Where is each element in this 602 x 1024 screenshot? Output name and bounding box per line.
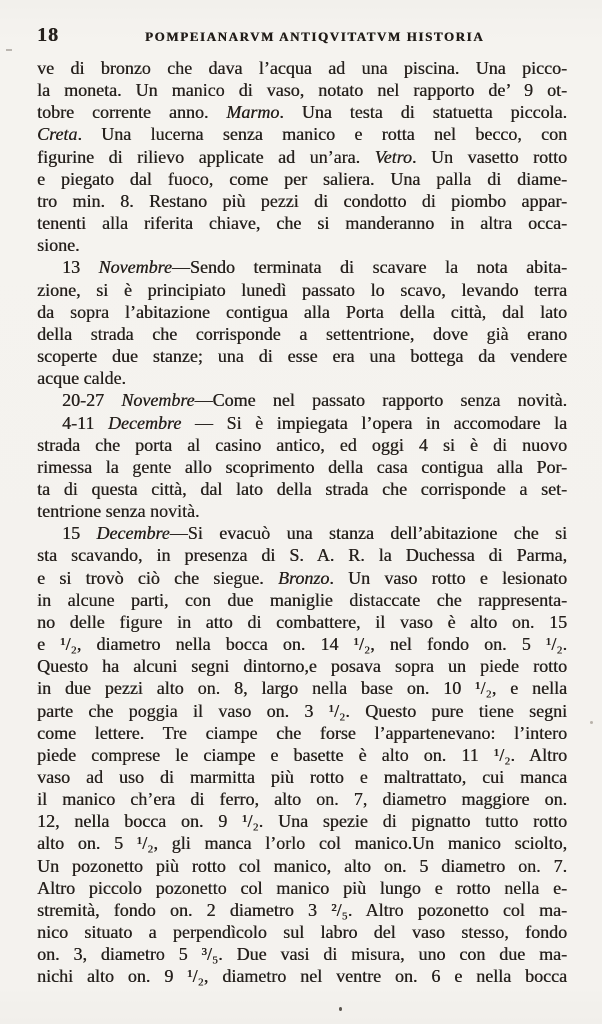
italic-text: Decembre (107, 412, 182, 433)
print-artifact-dash (6, 49, 12, 51)
italic-text: Creta (37, 124, 78, 145)
body-text: piede comprese le ciampe e basette è alto on. 11 ¹/₂. Altro (37, 744, 567, 765)
italic-text: Novembre (98, 257, 172, 278)
text-line (37, 434, 567, 456)
text-line (37, 212, 567, 234)
body-text: scoperte due stanze; una di esse era una bottega da vendere (37, 346, 567, 367)
italic-text: Bronzo (277, 567, 330, 588)
text-line (37, 965, 567, 987)
text-line (37, 700, 567, 722)
body-text: e piegato dal fuoco, come per saliera. Una palla di diame- (37, 168, 567, 189)
text-line (37, 256, 567, 278)
body-text: . Una testa di statuetta piccola. (279, 102, 567, 123)
text-line (37, 456, 567, 478)
text-line (37, 389, 567, 411)
text-line (37, 101, 567, 123)
text-line (37, 412, 567, 434)
paragraph (37, 256, 567, 389)
text-line (37, 655, 567, 677)
page-header (37, 24, 565, 50)
body-text: — Si è impiegata l’opera in accomodare la (181, 412, 567, 433)
body-text: —Sendo terminata di scavare la nota abita- (171, 257, 567, 278)
body-text: . Un vaso rotto e lesionato (329, 567, 567, 588)
body-text: nichi alto on. 9 ¹/₂, diametro nel ventre on. 6 e nella bocca (37, 966, 567, 987)
body-text: 20-27 (62, 390, 122, 411)
text-line (37, 57, 567, 79)
text-line (37, 567, 567, 589)
body-text: sione. (37, 235, 80, 256)
text-line (37, 744, 567, 766)
text-line (37, 500, 567, 522)
text-line (37, 323, 567, 345)
text-line (37, 301, 567, 323)
text-line (37, 832, 567, 854)
body-text: tobre corrente anno. (37, 102, 227, 123)
body-text: come lettere. Tre ciampe che forse l’appartenevano: l’intero (37, 722, 567, 743)
italic-text: Novembre (121, 390, 195, 411)
body-text: 4-11 (62, 412, 108, 433)
italic-text: Vetro (374, 146, 412, 167)
body-text: zione, si è principiato lunedì passato lo scavo, levando terra (37, 279, 567, 300)
text-line (37, 899, 567, 921)
body-text: Questo ha alcuni segni dintorno,e posava sopra un piede rotto (37, 656, 567, 677)
body-text: strada che porta al casino antico, ed oggi 4 si è di nuovo (37, 434, 567, 455)
paragraph (37, 389, 567, 411)
print-artifact-dot (339, 1007, 342, 1011)
body-text: e si trovò ciò che siegue. (37, 567, 278, 588)
body-text: no delle figure in atto di combattere, il vaso è alto on. 15 (37, 611, 567, 632)
text-line (37, 677, 567, 699)
body-text: vaso ad uso di marmitta più rotto e maltrattato, cui manca (37, 767, 567, 787)
paragraph (37, 57, 567, 256)
body-text: da sopra l’abitazione contigua alla Porta della città, dal lato (37, 301, 567, 322)
text-line (37, 544, 567, 566)
body-text: acque calde. (37, 368, 126, 389)
body-text: —Si evacuò una stanza dell’abitazione che si (169, 523, 567, 544)
text-line (37, 921, 567, 943)
text-line (37, 146, 567, 168)
body-text: in due pezzi alto on. 8, largo nella base on. 10 ¹/₂, e nella (37, 678, 567, 699)
body-text: alto on. 5 ¹/₂, gli manca l’orlo col manico.Un manico sciolto, (37, 833, 567, 854)
body-text: rimessa la gente allo scoprimento della casa contigua alla Por- (37, 456, 567, 477)
text-line (37, 478, 567, 500)
page-body (37, 57, 567, 988)
paragraph (37, 522, 567, 987)
text-line (37, 168, 567, 190)
body-text: della strada che corrisponde a settentrione, dove già erano (37, 323, 567, 344)
text-line (37, 722, 567, 744)
body-text: in alcune parti, con due maniglie distaccate che rappresenta- (37, 589, 567, 610)
text-line (37, 279, 567, 301)
page-number: 18 (37, 24, 59, 46)
body-text: tenenti alla riferita chiave, che si manderanno in altra occa- (37, 213, 567, 234)
body-text: ta di questa città, dal lato della strada che corrisponde a set- (37, 478, 567, 499)
text-line (37, 190, 567, 212)
body-text: e ¹/₂, diametro nella bocca on. 14 ¹/₂, nel fondo on. 5 ¹/₂. (37, 634, 567, 655)
body-text: tro min. 8. Restano più pezzi di condotto di piombo appar- (37, 190, 567, 211)
body-text: Altro piccolo pozonetto col manico più lungo e rotto nella e- (37, 877, 567, 898)
body-text: nico situato a perpendìcolo sul labro del vaso stesso, fondo (37, 922, 567, 943)
text-line (37, 810, 567, 832)
body-text: il manico ch’era di ferro, alto on. 7, diametro maggiore on. (37, 789, 567, 810)
text-line (37, 522, 567, 544)
body-text: Un pozonetto più rotto col manico, alto on. 5 diametro on. 7. (37, 855, 567, 876)
italic-text: Marmo (226, 102, 280, 123)
body-text: on. 3, diametro 5 ³/₅. Due vasi di misura, uno con due ma- (37, 944, 567, 965)
body-text: 12, nella bocca on. 9 ¹/₂. Una spezie di pignatto tutto rotto (37, 811, 567, 832)
body-text: 15 (62, 523, 97, 544)
body-text: . Un vasetto rotto (411, 146, 568, 167)
text-line (37, 589, 567, 611)
text-line (37, 123, 567, 145)
body-text: —Come nel passato rapporto senza novità. (194, 390, 568, 411)
text-line (37, 79, 567, 101)
body-text: la moneta. Un manico di vaso, notato nel rapporto de’ 9 ot- (37, 80, 567, 101)
paragraph (37, 412, 567, 523)
body-text: parte che poggia il vaso on. 3 ¹/₂. Questo pure tiene segni (37, 700, 567, 721)
text-line (37, 234, 567, 256)
italic-text: Decembre (96, 523, 170, 544)
text-line (37, 877, 567, 899)
text-line (37, 367, 567, 389)
text-line (37, 766, 567, 788)
body-text: tentrione senza novità. (37, 501, 200, 522)
body-text: figurine di rilievo applicate ad un’ara. (37, 146, 375, 167)
text-line (37, 855, 567, 877)
print-artifact-dot (590, 721, 593, 724)
body-text: sta scavando, in presenza di S. A. R. la Duchessa di Parma, (37, 545, 567, 566)
text-line (37, 611, 567, 633)
body-text: stremità, fondo on. 2 diametro 3 ²/₅. Altro pozonetto col ma- (37, 899, 567, 920)
body-text: 13 (62, 257, 99, 278)
body-text: ve di bronzo che dava l’acqua ad una piscina. Una picco- (37, 58, 567, 78)
text-line (37, 788, 567, 810)
body-text: . Una lucerna senza manico e rotta nel becco, con (77, 124, 567, 145)
running-title: POMPEIANARVM ANTIQVITATVM HISTORIA (144, 29, 485, 44)
text-line (37, 345, 567, 367)
text-line (37, 943, 567, 965)
text-line (37, 633, 567, 655)
